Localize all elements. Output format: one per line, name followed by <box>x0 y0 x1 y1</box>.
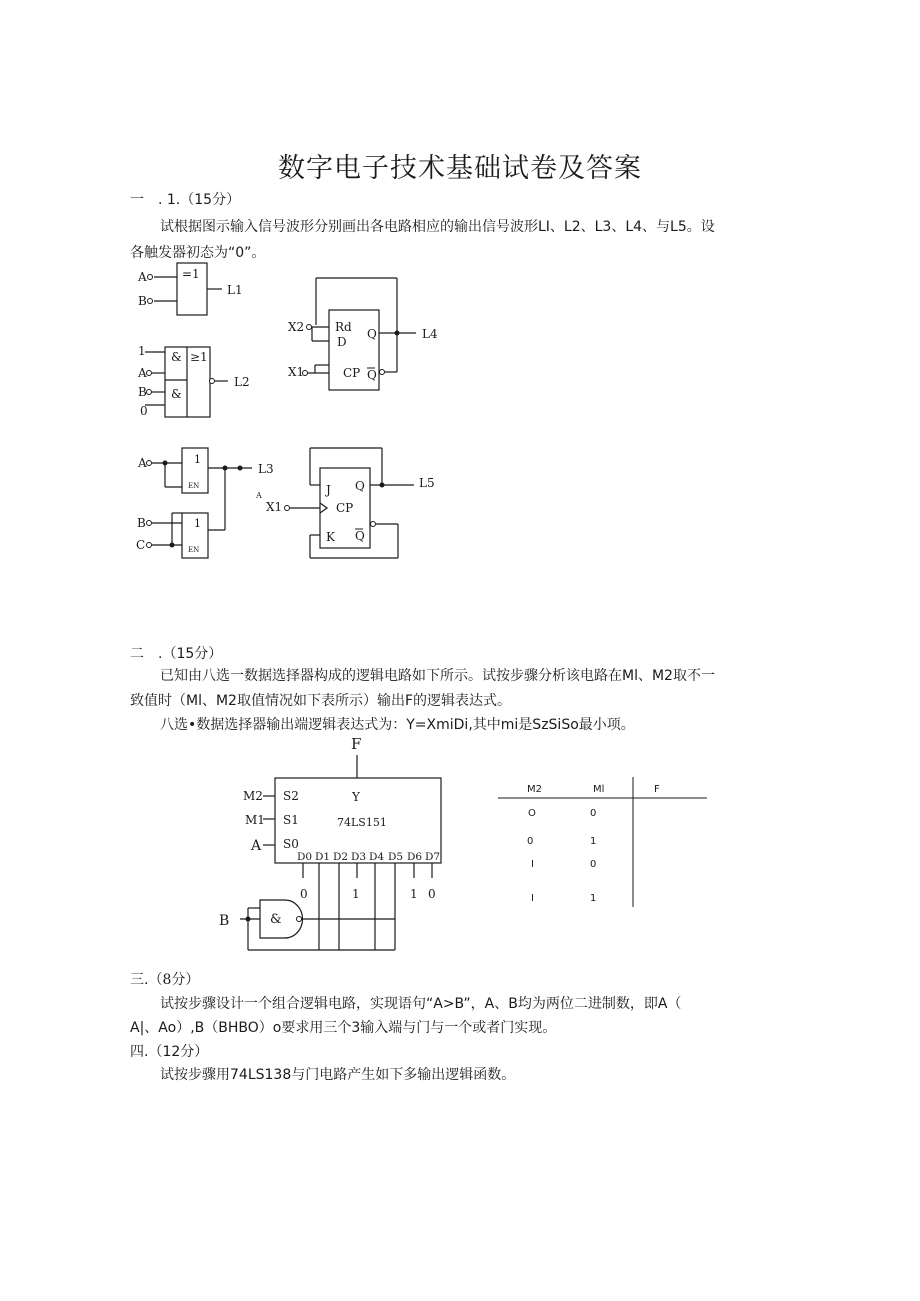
output-l1: L1 <box>227 283 243 297</box>
mux-pin-d7: D7 <box>425 851 441 863</box>
section-1-line-1: 试根据图示输入信号波形分别画出各电路相应的输出信号波形LI、L2、L3、L4、与L5。设 <box>160 219 715 235</box>
table-header-m1: Ml <box>593 784 605 795</box>
section-1-heading: 一 . 1.（15分） <box>130 192 241 208</box>
nand-symbol: & <box>270 912 282 927</box>
mux-input-a: A <box>251 838 262 854</box>
section-2-line-3: 八选•数据选择器输出端逻辑表达式为：Y=XmiDi,其中mi是SzSiSo最小项。 <box>160 717 635 733</box>
mux-d6-value: 1 <box>410 887 418 901</box>
mux-pin-s0: S0 <box>283 837 299 851</box>
mux-pin-d5: D5 <box>388 851 404 863</box>
table-row-4-m2: I <box>531 893 534 904</box>
and-or-input-1: 1 <box>138 344 146 358</box>
buffer-1-symbol: 1 <box>194 453 201 466</box>
jk-j: J <box>326 483 331 497</box>
mux-pin-d4: D4 <box>369 851 385 863</box>
jk-cp: CP <box>336 501 354 515</box>
mux-chip-name: 74LS151 <box>337 816 387 829</box>
xor-symbol: =1 <box>182 267 200 281</box>
table-row-4-m1: 1 <box>590 893 597 904</box>
dff-cp: CP <box>343 366 361 380</box>
section-2-line-1: 已知由八选一数据选择器构成的逻辑电路如下所示。试按步骤分析该电路在Ml、M2取不一 <box>160 668 715 684</box>
mux-pin-s1: S1 <box>283 813 299 827</box>
dff-q-bar: Q <box>367 368 377 382</box>
table-row-1-m1: 0 <box>590 808 597 819</box>
or-symbol: ≥1 <box>190 350 208 364</box>
buffer-2-enable: EN <box>188 546 200 554</box>
table-row-2-m1: 1 <box>590 836 597 847</box>
and-or-input-b: B <box>138 385 147 399</box>
output-l3: L3 <box>258 462 274 476</box>
mux-pin-d1: D1 <box>315 851 331 863</box>
and-or-input-0: 0 <box>140 404 148 418</box>
section-3-heading: 三.（8分） <box>130 972 200 988</box>
xor-input-a: A <box>138 270 147 284</box>
buffer-input-c: C <box>136 538 146 552</box>
dff-input-x1: X1 <box>288 365 305 379</box>
mux-pin-s2: S2 <box>283 789 299 803</box>
dff-rd: Rd <box>335 320 352 334</box>
buffer-2-symbol: 1 <box>194 517 201 530</box>
mux-input-m2: M2 <box>243 789 263 803</box>
jk-input-x1: X1 <box>266 500 283 514</box>
jk-input-a: A <box>256 491 262 500</box>
jk-q: Q <box>355 479 365 493</box>
mux-d0-value: 0 <box>300 887 308 901</box>
dff-d: D <box>337 335 347 349</box>
buffer-1-enable: EN <box>188 482 200 490</box>
mux-pin-y: Y <box>352 790 360 804</box>
table-row-3-m2: I <box>531 859 534 870</box>
mux-d7-value: 0 <box>428 887 436 901</box>
buffer-input-b: B <box>137 516 146 530</box>
section-1-line-2: 各触发器初态为“0”。 <box>130 245 266 261</box>
section-3-line-2: A|、Ao）,B（BHBO）o要求用三个3输入端与门与一个或者门实现。 <box>130 1020 557 1036</box>
section-2-line-2: 致值时（Ml、M2取值情况如下表所示）输出F的逻辑表达式。 <box>130 693 512 709</box>
table-row-2-m2: 0 <box>527 836 534 847</box>
mux-pin-d0: D0 <box>297 851 313 863</box>
output-l4: L4 <box>422 327 438 341</box>
buffer-input-a: A <box>138 456 147 470</box>
and-symbol-1: & <box>171 350 182 364</box>
dff-q: Q <box>367 327 377 341</box>
mux-pin-d3: D3 <box>351 851 367 863</box>
jk-q-bar: Q <box>355 529 365 543</box>
and-or-input-a: A <box>138 366 147 380</box>
table-header-f: F <box>654 784 660 795</box>
mux-pin-d6: D6 <box>407 851 423 863</box>
mux-input-b: B <box>219 913 230 929</box>
mux-d3-value: 1 <box>352 887 360 901</box>
page-title: 数字电子技术基础试卷及答案 <box>278 153 642 184</box>
mux-pin-d2: D2 <box>333 851 349 863</box>
mux-output-f: F <box>351 735 362 753</box>
xor-input-b: B <box>138 294 147 308</box>
section-1-circuits <box>130 255 460 570</box>
mux-circuit <box>215 735 455 965</box>
table-row-3-m1: 0 <box>590 859 597 870</box>
output-l2: L2 <box>234 375 250 389</box>
section-3-line-1: 试按步骤设计一个组合逻辑电路，实现语句“A>B”，A、B均为两位二进制数，即A（ <box>160 996 682 1012</box>
dff-input-x2: X2 <box>288 320 305 334</box>
section-4-line-1: 试按步骤用74LS138与门电路产生如下多输出逻辑函数。 <box>160 1067 516 1083</box>
table-row-1-m2: O <box>528 808 536 819</box>
jk-k: K <box>326 530 335 544</box>
output-l5: L5 <box>419 476 435 490</box>
mux-input-m1: M1 <box>245 813 265 827</box>
section-2-heading: 二 .（15分） <box>130 646 223 662</box>
section-4-heading: 四.（12分） <box>130 1044 209 1060</box>
table-header-m2: M2 <box>527 784 542 795</box>
and-symbol-2: & <box>171 387 182 401</box>
